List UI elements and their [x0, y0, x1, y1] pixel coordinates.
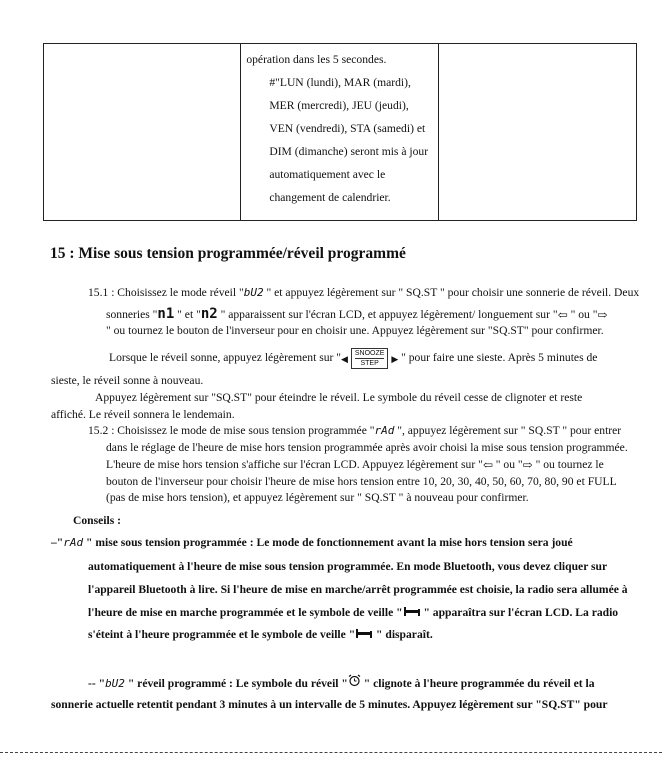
tip1-line-2: automatiquement à l'heure de mise sous tension programmée. En mode Bluetooth, vous devez cliquer sur — [88, 560, 608, 573]
table-cell-middle — [241, 44, 438, 221]
outline-left-arrow-icon: ⇦ — [482, 458, 493, 473]
triangle-left-icon: ◀ — [341, 353, 348, 364]
table-cell-right — [438, 44, 636, 221]
para-15-1-line-2: sonneries "n1 " et "n2 " apparaissent sur l'écran LCD, et appuyez légèrement/ longuement sur "⇦ " ou "⇨ — [106, 306, 608, 323]
lcd-bu2: bU2 — [105, 677, 125, 690]
lcd-rad: rAd — [63, 536, 84, 549]
cell-line: MER (mercredi), JEU (jeudi), — [269, 99, 409, 112]
tips-label: Conseils : — [73, 514, 121, 527]
triangle-right-icon: ▶ — [391, 353, 399, 364]
alarm-clock-icon — [348, 677, 361, 690]
lcd-n2: n2 — [200, 306, 218, 322]
tip2-line-2: sonnerie actuelle retentit pendant 3 minutes à un intervalle de 5 minutes. Appuyez légèrement sur "SQ.ST" pour — [51, 698, 608, 711]
lcd-bu2: bU2 — [243, 286, 264, 299]
para-15-1-line-4: Lorsque le réveil sonne, appuyez légèrement sur "◀ SNOOZE STEP ▶ " pour faire une sieste. Après 5 minutes de — [109, 350, 598, 367]
cell-line: DIM (dimanche) seront mis à jour — [269, 145, 429, 158]
cell-line: VEN (vendredi), STA (samedi) et — [269, 122, 426, 135]
lcd-rad: rAd — [374, 424, 395, 437]
tip2-line-1: -- "bU2 " réveil programmé : Le symbole du réveil " " clignote à l'heure programmée du réveil et la — [88, 677, 595, 690]
para-15-2-line-5: (pas de mise hors tension), et appuyez légèrement sur " SQ.ST " à nouveau pour confirmer. — [106, 491, 529, 504]
para-15-1-line-7: affiché. Le réveil sonnera le lendemain. — [51, 408, 235, 421]
cell-line: #"LUN (lundi), MAR (mardi), — [269, 76, 411, 89]
tip1-line-3: l'appareil Bluetooth à lire. Si l'heure de mise en marche/arrêt programmée est choisie, la radio sera allumée à — [88, 583, 628, 596]
standby-bed-icon — [355, 628, 373, 641]
para-15-1-line-3: " ou tournez le bouton de l'inverseur pour en choisir une. Appuyez légèrement sur "SQ.ST" pour confirmer. — [106, 324, 604, 337]
cell-line: automatiquement avec le — [269, 168, 386, 181]
lcd-n1: n1 — [157, 306, 175, 322]
table-cell-left — [44, 44, 241, 221]
tip1-line-1: –"rAd " mise sous tension programmée : Le mode de fonctionnement avant la mise hors tension sera joué — [51, 536, 573, 549]
cell-line: opération dans les 5 secondes. — [246, 53, 387, 66]
tip1-line-4: l'heure de mise en marche programmée et le symbole de veille " " apparaîtra sur l'écran LCD. La radio — [88, 606, 619, 619]
outline-right-arrow-icon: ⇨ — [522, 458, 533, 473]
para-15-1-line-1: 15.1 : Choisissez le mode réveil "bU2 " et appuyez légèrement sur " SQ.ST " pour choisir une sonnerie de réveil. Deux — [88, 286, 640, 299]
standby-bed-icon — [403, 606, 421, 619]
para-15-2-line-4: bouton de l'inverseur pour choisir l'heure de mise hors tension entre 10, 20, 30, 40, 50, 60, 70, 80, 90 et FULL — [106, 475, 617, 488]
para-15-1-line-5: sieste, le réveil sonne à nouveau. — [51, 374, 204, 387]
cell-line: changement de calendrier. — [269, 191, 391, 204]
snooze-step-button-icon: SNOOZE STEP — [351, 348, 389, 369]
outline-right-arrow-icon: ⇨ — [597, 308, 608, 323]
para-15-2-line-1: 15.2 : Choisissez le mode de mise sous tension programmée "rAd ", appuyez légèrement sur " SQ.ST " pour entrer — [88, 424, 622, 437]
info-table — [43, 43, 637, 221]
para-15-1-line-6: Appuyez légèrement sur "SQ.ST" pour éteindre le réveil. Le symbole du réveil cesse de clignoter et reste — [95, 391, 583, 404]
page-bottom-divider — [0, 752, 662, 753]
outline-left-arrow-icon: ⇦ — [557, 308, 568, 323]
tip1-line-5: s'éteint à l'heure programmée et le symbole de veille " " disparaît. — [88, 628, 433, 641]
para-15-2-line-3: L'heure de mise hors tension s'affiche sur l'écran LCD. Appuyez légèrement sur "⇦ " ou "⇨ " ou tournez le — [106, 458, 604, 473]
para-15-2-line-2: dans le réglage de l'heure de mise hors tension programmée après avoir choisi la mise sous tension programmée. — [106, 441, 628, 454]
section-heading: 15 : Mise sous tension programmée/réveil programmé — [50, 245, 406, 262]
